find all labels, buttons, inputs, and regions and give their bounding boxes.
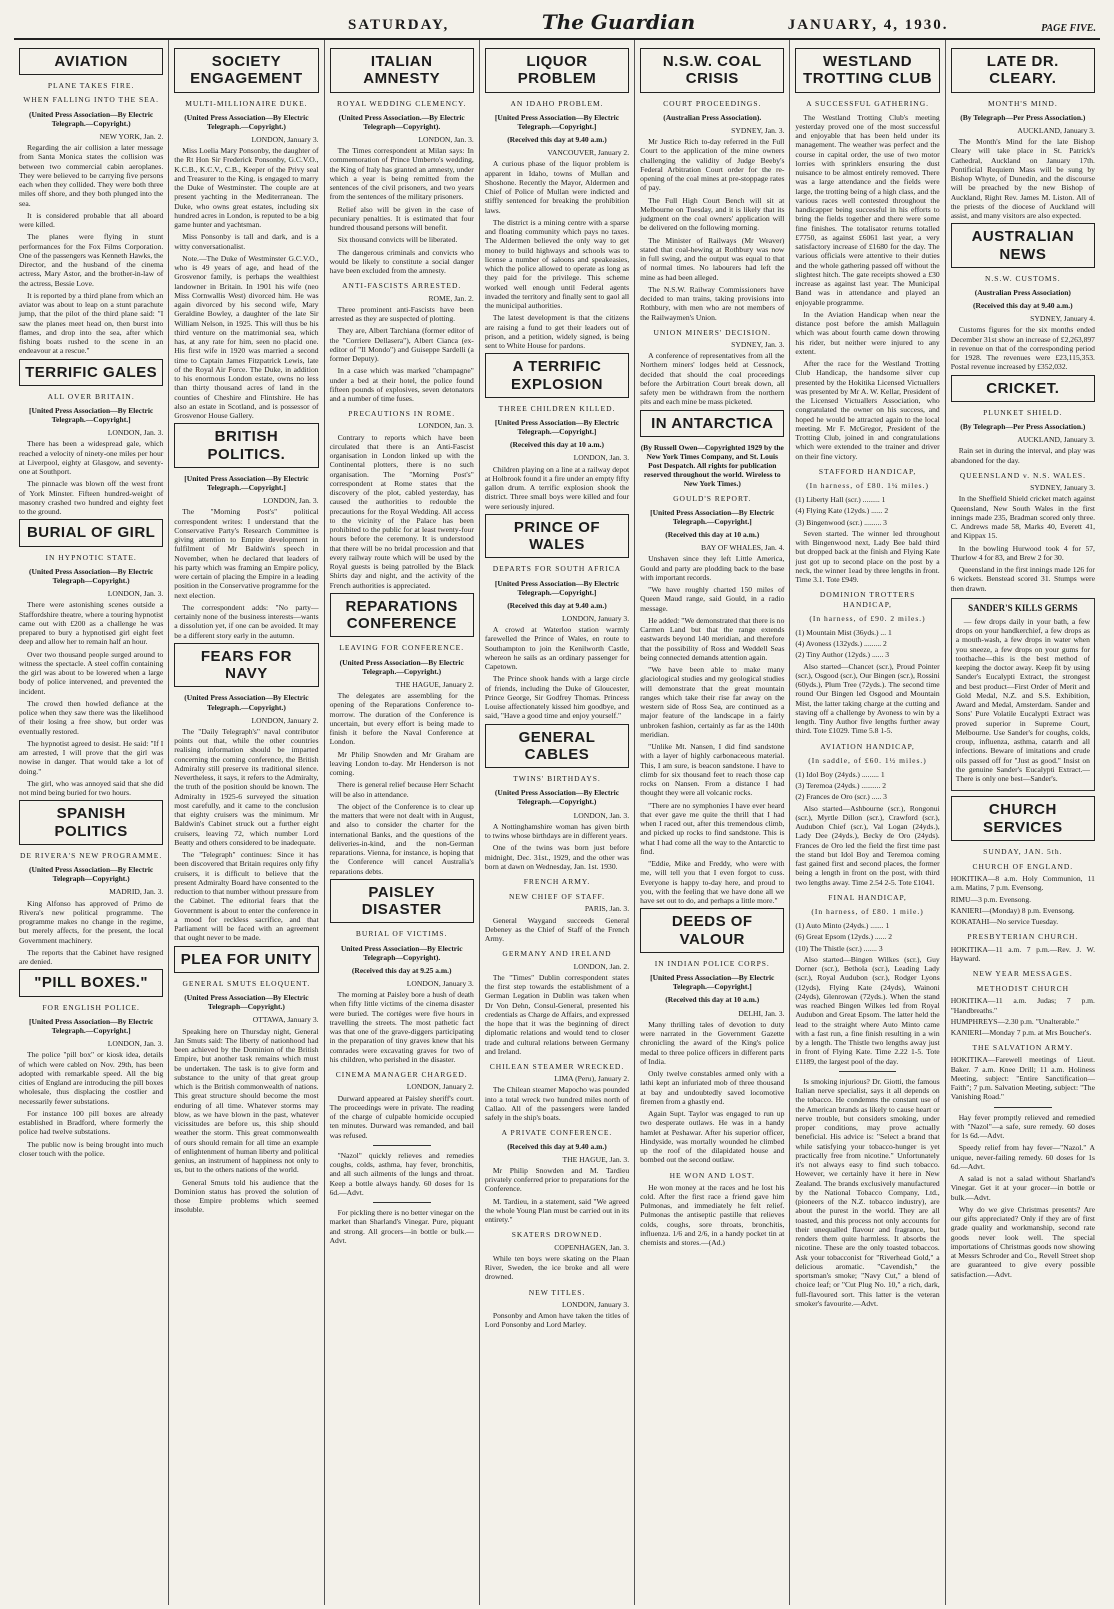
- paragraph: "We have roughly charted 150 miles of Queen Maud range, said Gould, in a radio message.: [640, 585, 785, 613]
- race-result: (4) Avoness (132yds.) ......... 2: [795, 639, 887, 649]
- wire-credit: [United Press Association—By Electric Telegraph.—Copyright.]: [29, 405, 154, 425]
- column-3: [325, 40, 480, 1605]
- paragraph: It is reported by a third plane from which an aviator was about to leap on a stunt parachute jump, that the pilot of the third plane said: "I saw the planes meet head on, then burst into flames, and drop into the sea, after which fishing boats rushed to the scene in an endeavour at a rescue.": [19, 290, 164, 356]
- subhead: THREE CHILDREN KILLED.: [498, 403, 616, 413]
- dateline: SYDNEY, January 4.: [1030, 314, 1095, 324]
- subhead: MULTI-MILLIONAIRE DUKE.: [185, 98, 308, 108]
- paragraph: General Waygand succeeds General Debeney as the Chief of Staff of the French Army.: [484, 915, 630, 944]
- paragraph: General Smuts told his audience that the Dominion status has proved the solution of those Empire problems which seemed insoluble.: [174, 1177, 319, 1215]
- subhead: LEAVING FOR CONFERENCE.: [339, 643, 465, 653]
- wire-credit: (United Press Association—By Electric Telegraph—Copyright.): [29, 566, 154, 586]
- dateline: OTTAWA, January 3.: [252, 1015, 319, 1025]
- wire-credit: (United Press Association—By Electric Telegraph—Copyright.): [184, 993, 309, 1012]
- race-conditions: (In harness, of £90. 2 miles.): [809, 613, 926, 623]
- paragraph: In the Aviation Handicap when near the distance post before the amish Mallaguin which was about fourth came down throwing his rider, but neither were injured to any extent.: [795, 309, 940, 356]
- wire-credit: (United Press Association—By Electric Telegraph.—Copyright.): [29, 109, 154, 128]
- paragraph: They are, Albert Tarchiana (former editor of the "Corriere Dellasera"), Albert Cianca (ex-editor of "Il Mondo") and Guiseppe Sardelli (a former Deputy).: [329, 326, 474, 364]
- dateline: LONDON, Jan. 3.: [107, 428, 164, 438]
- dateline: LONDON, January 3.: [562, 1299, 630, 1309]
- paragraph: For instance 100 pill boxes are already established in Bradford, where formerly the police had twelve substations.: [19, 1108, 164, 1137]
- paragraph: The "Daily Telegraph's" naval contributor points out that, while the other countries realising information should be imparted concerning the coming conference, the British Admiralty still preserve its traditional silence. Nevertheless, it says, it refers to the Admiralty, the truth of the position should be known. The Admiralty in 1925-6 surveyed the situation most carefully, and it came to the conclusion that eighty cruisers was the minimum. Mr Baldwin's Cabinet struck out a further eight cruisers, leaving 72, which number Lord Beatty and others considered to be inadequate.: [174, 726, 319, 847]
- headline-westland-trotting-club: WESTLAND TROTTING CLUB: [795, 48, 939, 93]
- race-title: AVIATION HANDICAP,: [820, 741, 915, 751]
- dateline: AUCKLAND, January 3.: [1017, 435, 1095, 445]
- section-subhead: ANTI-FASCISTS ARRESTED.: [342, 281, 462, 291]
- received-time: (Received this day at 9.40 a.m.): [507, 600, 607, 610]
- paragraph: The "Telegraph" continues: Since it has been discovered that Britain requires only fifty cruisers, it is difficult to believe that the present Admiralty Board have consented to the reduction to that number without pressure from the Cabinet. The editorial fears that the Government is about to enter the conference in a mood for reckless sacrifice, and that Parliament will be faced with an agreement that ought never to be made.: [174, 850, 319, 943]
- column-6: [790, 40, 945, 1605]
- dateline: LONDON, Jan. 2.: [573, 961, 630, 971]
- advertisement-text: Speedy relief from hay fever—"Nazol." A unique, never-failing remedy. 60 doses for 1s 6d.—Advt.: [950, 1143, 1095, 1171]
- subhead: FOR ENGLISH POLICE.: [42, 1002, 140, 1012]
- paragraph: "Eddie, Mike and Freddy, who were with me, will tell you that I even forgot to cuss. Everyone is happy to-day here, and proud to you, with the feeling that we have done all we have set out to do, and perhaps a little more.": [640, 859, 785, 906]
- received-time: (Received this day at 9.40 a.m.): [973, 301, 1073, 311]
- dateline: LONDON, January 3.: [251, 134, 319, 144]
- race-result: (4) Flying Kate (12yds.) ...... 2: [795, 506, 889, 516]
- paragraph: The dangerous criminals and convicts who would be likely to constitute a social danger have been excluded from the amnesty.: [329, 247, 474, 276]
- advertisement-heading: SANDER'S KILLS GERMS: [968, 602, 1078, 613]
- divider: [994, 1107, 1052, 1108]
- race-result: (6) Great Epsom (12yds.) ...... 2: [795, 932, 892, 942]
- paragraph: Note.—The Duke of Westminster G.C.V.O., who is 49 years of age, and head of the Grosvenor family, is perhaps the wealthiest landowner in Britain. In 1901 his wife (neo Miss Cornwallis West) divorced him. He was again divorced by his second wife, Mary Geraldine Bowley, a daughter of the late Sir William Nelson, in 1925. This will thus be his third venture on the matrimonial sea, which has, at any rate for him, seen no placid one. His first wife in 1920 was married a second time to Captain James Fitzpatrick Lewis, late of the Royal Air Force. The Duke, in addition to his enormous London estate, owns no less than thirty thousand acres of land in the counties of Cheshire and Flintshire. He has also an estate in Scotland, and is possessor of Grosvenor House Gallery.: [174, 253, 319, 421]
- paragraph: Rain set in during the interval, and play was abandoned for the day.: [950, 446, 1095, 465]
- wire-credit: (Australian Press Association): [974, 287, 1071, 297]
- subhead: BURIAL OF VICTIMS.: [355, 929, 448, 939]
- paragraph: Queensland in the first innings made 126 for 6 wickets. Benstead scored 31. Stumps were then drawn.: [950, 565, 1095, 593]
- subhead: DEPARTS FOR SOUTH AFRICA: [492, 564, 622, 574]
- headline-plea-for-unity: PLEA FOR UNITY: [174, 946, 318, 973]
- paragraph: "We have been able to make many glaciological studies and my geological studies will demonstrate that the great mountain ranges which take their rise far away on the western side of Ross Sea, are continued as a major feature of the landscape in a fairly unbroken fashion, certainly as far as the 140th meridian.: [640, 665, 785, 739]
- dateline: SYDNEY, Jan. 3.: [731, 339, 785, 349]
- subhead: IN INDIAN POLICE CORPS.: [654, 958, 770, 968]
- headline-society-engagement: SOCIETY ENGAGEMENT: [174, 48, 318, 93]
- subhead: SUNDAY, JAN. 5th.: [983, 846, 1063, 856]
- column-1: [14, 40, 169, 1605]
- subhead: IN HYPNOTIC STATE.: [45, 552, 137, 562]
- divider: [839, 1071, 897, 1072]
- advertisement-heading: HE WON AND LOST.: [669, 1170, 755, 1180]
- sanders-advertisement: [951, 598, 1095, 791]
- paragraph: "Unlike Mt. Nansen, I did find sandstone with a layer of highly carbonaceous material. This, I am sure, is beacon sandstone. I have to climb for six thousand feet to reach those cap rocks on Nansen. From a distance I had thought they were all volcanic rocks.: [640, 742, 785, 798]
- headline-prince-of-wales: PRINCE OF WALES: [485, 514, 629, 559]
- paragraph: Ponsonby and Amon have taken the titles of Lord Ponsonby and Lord Marley.: [484, 1310, 630, 1330]
- dateline: THE HAGUE, January 2.: [395, 679, 474, 689]
- wire-credit: United Press Association—By Electric Telegraph—Copyright).: [340, 943, 463, 962]
- race-conditions: (In saddle, of £60. 1½ miles.): [808, 755, 927, 765]
- denomination-heading: PRESBYTERIAN CHURCH.: [967, 932, 1079, 942]
- dateline: PARIS, Jan. 3.: [584, 904, 630, 914]
- paragraph: The correspondent adds: "No party—certainly none of the business interests—wants a dissolution yet, if one can be avoided. It may be a different story early in the autumn.: [174, 602, 319, 640]
- subhead: N.S.W. CUSTOMS.: [985, 273, 1061, 283]
- paragraph: Over two thousand people surged around to witness the spectacle. A steel coffin containing the girl was about to be lowered when a large body of police intervened, and prevented the incident.: [19, 649, 164, 696]
- headline-gales: TERRIFIC GALES: [19, 359, 163, 386]
- headline-terrific-explosion: A TERRIFIC EXPLOSION: [485, 353, 629, 398]
- headline-nsw-coal-crisis: N.S.W. COAL CRISIS: [640, 48, 784, 93]
- dateline: NEW YORK, Jan. 2.: [99, 131, 164, 141]
- column-5: [635, 40, 790, 1605]
- paragraph: The Month's Mind for the late Bishop Cleary will take place in St. Patrick's Cathedral, Auckland on January 17th. Pontificial Requiem Mass will be sung by Bishop Whyte, of Dunedin, and the discourse will be preached by the new Bishop of Auckland, Right Rev. James M. Liston. All of the priests of the diocese of Auckland will assist, and many visitors are also expected.: [950, 137, 1095, 221]
- paragraph: The latest development is that the citizens are raising a fund to get their leaders out of prison, and a petition, widely signed, is being sent to White House for pardons.: [484, 313, 630, 351]
- headline-british-politics: BRITISH POLITICS.: [174, 423, 318, 468]
- dateline: LIMA (Peru), January 2.: [554, 1074, 630, 1084]
- wire-credit: (United Press Association—By Electric Telegraph.—Copyright.): [184, 112, 309, 131]
- paragraph: Also started—Bingen Wilkes (scr.), Guy Dorner (scr.), Bethola (scr.), Leading Lady (scr.), Royal Audubon (scr.), Rodger Lyons (12yds), Flying Kate (24yds), Wainoni (24yds), Glenrowan (72yds.). When the stand was reached Bingen Wilkes led from Royal Audubon and Great Epsom. The latter held the lead to the straight where Auto Minto came with a fast run, a fine finish resulting in a win by a length. The Thistle two lengths away just in front of Flying Kate. Time 2.22 1-5. Tote £1189, the largest pool of the day.: [795, 954, 940, 1066]
- paragraph: Durward appeared at Paisley sheriff's court. The proceedings were in private. The reading of the charge of culpable homicide occupied ten minutes. Durward was remanded, and bail was refused.: [329, 1093, 474, 1140]
- service-entry: HOKITIKA—Farewell meetings of Lieut. Baker. 7 a.m. Knee Drill; 11 a.m. Holiness Meeting, subject: "Entire Sanctification—Faith"; 7 p.m. Salvation Meeting, subject: "The Vanishing Road.": [950, 1055, 1095, 1102]
- dateline: LONDON, Jan. 3.: [573, 810, 630, 820]
- advertisement-text: "Nazol" quickly relieves and remedies coughs, colds, asthma, hay fever, bronchitis, and all such ailments of the lungs and throat. Keep a bottle always handy. 60 doses for 1s 6d.—Advt.: [329, 1150, 474, 1197]
- paragraph: The district is a mining centre with a sparse and floating community which pays no taxes. The Aldermen believed the only way to get money to build highways and schools was to license a number of saloons and speakeasies, which the police allowed to operate as long as they paid for the privilege. This scheme worked well enough until Federal agents invaded the territory and finally sent to gaol all the municipal authorities.: [484, 217, 630, 311]
- paragraph: King Alfonso has approved of Primo de Rivera's new political programme. The programme makes no change in the regime, but merely affects, for the present, the local Government machinery.: [19, 898, 164, 945]
- headline-reparations-conference: REPARATIONS CONFERENCE: [330, 593, 474, 638]
- paragraph: The crowd then howled defiance at the police when they saw there was the likelihood of their losing a free show, but order was eventually restored.: [19, 698, 164, 736]
- paragraph: Relief also will be given in the case of pecuniary penalties. It is estimated that four hundred thousand persons will benefit.: [329, 204, 474, 233]
- subhead: ALL OVER BRITAIN.: [47, 391, 135, 401]
- paragraph: The "Times" Dublin correspondent states the first step towards the establishment of a German Legation in Dublin was taken when Dr Von Dehn, Consul-General, presented his credentials as Charge de Affairs, and expressed the hope that it was the beginning of direct diplomatic relations and would tend to closer trade and cultural relations between Germany and Ireland.: [484, 972, 630, 1056]
- paragraph: The Minister of Railways (Mr Weaver) stated that coal-hewing at Rothbury was now in full swing, and the output was equal to that of normal times. No labourers had left the mine as had been alleged.: [640, 235, 785, 282]
- wire-credit: (United Press Association—By Electric Telegraph.—Copyright.): [339, 657, 464, 676]
- service-entry: KOKATAHI—No service Tuesday.: [950, 917, 1059, 927]
- headline-deeds-of-valour: DEEDS OF VALOUR: [640, 908, 784, 953]
- paragraph: Regarding the air collision a later message from Santa Monica states the collision was between two commercial cabin aeroplanes. They were believed to be carrying five persons each when they collided. They were both three miles off shore, and they both plunged into the sea.: [19, 143, 164, 208]
- paragraph: The N.S.W. Railway Commissioners have decided to man trains, taking provisions into Rothbury, with men who are not members of the Railwaymen's Union.: [640, 284, 785, 322]
- headline-fears-for-navy: FEARS FOR NAVY: [174, 643, 318, 688]
- advertisement-text: Why do we give Christmas presents? Are our gifts appreciated? Only if they are of first grade quality and workmanship, second rate goods never look well. The special importations of Christmas goods now showing at Messrs Schroder and Co., Revell Street shop are guaranteed to give every possible satisfaction.—Advt.: [950, 1204, 1095, 1279]
- dateline: LONDON, January 2.: [251, 715, 319, 725]
- paragraph: While ten boys were skating on the Plaan River, Sweden, the ice broke and all were drowned.: [484, 1253, 630, 1282]
- paragraph: There were astonishing scenes outside a Staffordshire theatre, where a touring hypnotist came out with £200 as a challenge he was prepared to bury a hypnotised girl eight feet deep and allow her to remain half an hour.: [19, 600, 164, 647]
- paragraph: The girl, who was annoyed said that she did not mind being buried for two hours.: [19, 778, 164, 798]
- dateline: LONDON, Jan. 3.: [573, 453, 630, 463]
- dateline: BAY OF WHALES, Jan. 4.: [700, 543, 785, 553]
- columns: [14, 40, 1100, 1605]
- paragraph: The Westland Trotting Club's meeting yesterday proved one of the most successful and enjoyable that has been held under its management. The weather was perfect and the course in capital order, the use of two motor lorries with sprinklers ensuring the dust nuisance to be almost entirely removed. There was a large attendance and the fields were large, the trotting being of a high class, and the various races well contested throughout the handicapper being successful in his efforts to bring the fields together and there were some fine finishes. The totalisator returns totalled £7750, as against £6061 last year, a very satisfactory increase of £1680 for the day. The various officials were attentive to their duties and the whole gathering passed off without the slightest hitch. The gate receipts showed a £30 increase as against last year. The Municipal Band was in attendance and played an enjoyable programme.: [795, 112, 940, 307]
- advertisement-text: Is smoking injurious? Dr. Giotti, the famous Italian nerve specialist, says it all depends on the tobacco. He condemns the constant use of the American brands as likely to cause heart or nerve trouble, but considers smoking, under proper conditions, may prove actually beneficial. His advice is: "Select a brand that while satisfying your tobacco-hunger is yet practically free from nicotine." Unfortunately it's not always easy to find such tobacco. However, we certainly have it here in New Zealand. The brands exclusively manufactured by the National Tobacco Company, Ltd., (pioneers of the N.Z. tobacco industry), are about the purest in the world. They are all toasted, and this process not only accounts for their unequalled flavour and fragrance, but renders them quite harmless. It absorbs the nicotine. These are the only toasted tobaccos. Ask your tobacconist for "Riverhead Gold," a delicious aromatic. "Cavendish," the sportsman's smoke; "Navy Cut," a blend of choice leaf; or "Cut Plug No. 10," a rich, dark, full-flavoured sort. This latter is the veteran smoker's favourite.—Advt.: [795, 1076, 940, 1308]
- race-result: (1) Mountain Mist (36yds.) ... 1: [795, 627, 892, 637]
- headline-in-antarctica: IN ANTARCTICA: [640, 410, 784, 437]
- section-subhead: A PRIVATE CONFERENCE.: [501, 1128, 613, 1138]
- race-result: (1) Idol Boy (24yds.) ......... 1: [795, 769, 885, 779]
- paragraph: Mr Philip Snowden and Mr Graham are leaving London to-day. Mr Henderson is not coming.: [329, 749, 474, 778]
- race-result: (3) Teremoa (24yds.) .......... 2: [795, 781, 887, 791]
- headline-italian-amnesty: ITALIAN AMNESTY: [330, 48, 474, 93]
- service-entry: RIMU—3 p.m. Evensong.: [950, 894, 1032, 904]
- dateline: SYDNEY, January 3.: [1030, 483, 1095, 493]
- headline-liquor-problem: LIQUOR PROBLEM: [485, 48, 629, 93]
- paragraph: Unshaven since they left Little America, Gould and party are plodding back to the base with important records.: [640, 554, 785, 582]
- section-subhead: NEW CHIEF OF STAFF.: [508, 892, 605, 902]
- headline-aviation: AVIATION: [19, 48, 163, 75]
- received-time: (Received this day at 9.40 a.m.): [507, 134, 607, 144]
- paragraph: There has been a widespread gale, which reached a velocity of ninety-one miles per hour at Liverpool, eighty at Glasgow, and seventy-one at Southport.: [19, 439, 164, 477]
- section-subhead: FRENCH ARMY.: [523, 877, 591, 887]
- dateline: LONDON, January 3.: [406, 978, 474, 988]
- paragraph: A Nottinghamshire woman has given birth to twins whose birthdays are in different years.: [484, 821, 630, 841]
- wire-credit: [United Press Association—By Electric Telegraph.—Copyright.]: [650, 507, 775, 526]
- masthead-page-number: PAGE FIVE.: [1041, 23, 1096, 34]
- column-2: [169, 40, 324, 1605]
- race-conditions: (In harness, of £80. 1 mile.): [811, 907, 924, 917]
- dateline: COPENHAGEN, Jan. 3.: [554, 1242, 630, 1252]
- paragraph: Again Supt. Taylor was engaged to run up two desperate outlaws. He was in a handy hamlet at Peshawar. After his superior officer, Hindyside, was mortally wounded he climbed up the roof of the dilapidated house and bombed out the second outlaw.: [640, 1109, 785, 1165]
- wire-credit: [United Press Association—By Electric Telegraph.—Copyright.]: [494, 112, 620, 131]
- masthead: [14, 0, 1100, 40]
- wire-credit: (By Telegraph—Per Press Association.): [960, 422, 1086, 432]
- masthead-day: SATURDAY,: [348, 17, 450, 33]
- dateline: LONDON, Jan. 3.: [418, 421, 474, 431]
- subhead: PLANE TAKES FIRE.: [47, 81, 135, 91]
- paragraph: The reports that the Cabinet have resigned are denied.: [19, 947, 164, 967]
- paragraph: A crowd at Waterloo station warmly farewelled the Prince of Wales, en route to Southampton to join the Kenilworth Castle, whereon he sails as an ordinary passenger for Capetown.: [484, 625, 630, 672]
- masthead-paper-name: The Guardian: [541, 10, 696, 34]
- service-entry: KANIERI—(Monday) 8 p.m. Evensong.: [950, 905, 1075, 915]
- subhead: DE RIVERA'S NEW PROGRAMME.: [20, 850, 163, 860]
- paragraph: In a case which was marked "champagne" under a bed at their hotel, the police found fifteen pounds of explosives, seven detonators and a number of time fuses.: [329, 366, 474, 404]
- headline-australian-news: AUSTRALIAN NEWS: [951, 223, 1095, 268]
- section-subhead: NEW TITLES.: [528, 1287, 586, 1297]
- wire-credit: (By Russell Owen—Copyrighted 1929 by the New York Times Company, and St. Louis Post Despatch. All rights for publication reserved throughout the world. Wireless to New York Times.): [640, 442, 784, 489]
- dateline: LONDON, Jan. 3.: [107, 589, 164, 599]
- race-result: (10) The Thistle (scr.) ....... 3: [795, 943, 883, 953]
- wire-credit: [United Press Association—By Electric Telegraph.—Copyright.]: [29, 1016, 154, 1035]
- paragraph: In the Sheffield Shield cricket match against Queensland, New South Wales in the first innings made 235, Bradman scored only three. C. Andrews made 58, Marks 40, Everett 41, and Kippax 15.: [950, 494, 1095, 541]
- headline-pill-boxes: "PILL BOXES.": [19, 969, 163, 996]
- subhead: GOULD'S REPORT.: [673, 493, 752, 503]
- section-subhead: QUEENSLAND v. N.S. WALES.: [959, 470, 1086, 480]
- paragraph: Mr Justice Rich to-day referred in the Full Court to the application of the mine owners challenging the validity of Judge Beeby's Federal Arbitration Court order for the re-opening of the coal mines at pre-stoppage rates of pay.: [640, 137, 785, 193]
- paragraph: Speaking here on Thursday night, General Jan Smuts said: The liberty of nationhood had been achieved by the Dominion of the British Empire, but another task remains which must be undertaken. The task is to give form and substance to the unity of that great group which is the British commonwealth of nations. This great structure should become the most enduring of all time. Whatever storms may blow, as we have blown in the past, whatever vicissitudes are before us, this ship should weather the storm. This great commonwealth of ours should remain for all time an example of enlightenment of human liberty and political genius, an instrument of happiness not only to us, but to the others nations of the world.: [174, 1026, 319, 1175]
- advertisement-text: He won money at the races and he lost his cold. After the first race a friend gave him Pulmonas, and immediately he felt relief. Pulmonas the antiseptic pastille that relieves colds, coughs, sore throats, bronchitis, influenza. 1/6 and 2/6, in a handy pocket tin at chemists and stores.—(Ad.): [640, 1182, 785, 1248]
- section-subhead: CHILEAN STEAMER WRECKED.: [489, 1062, 625, 1072]
- paragraph: Miss Ponsonby is tall and dark, and is a witty conversationalist.: [174, 232, 319, 251]
- received-time: (Received this day at 10 a.m.): [665, 530, 760, 540]
- wire-credit: [United Press Association—By Electric Telegraph.—Copyright.]: [494, 417, 620, 437]
- wire-credit: [United Press Association—By Electric Telegraph.—Copyright.]: [184, 473, 309, 493]
- subhead: PLUNKET SHIELD.: [983, 407, 1063, 417]
- dateline: VANCOUVER, January 2.: [547, 148, 630, 158]
- received-time: (Received this day at 10 a.m.): [510, 440, 604, 450]
- dateline: AUCKLAND, January 3.: [1017, 125, 1095, 135]
- headline-burial-of-girl: BURIAL OF GIRL: [19, 519, 163, 546]
- paragraph: The Prince shook hands with a large circle of friends, including the Duke of Gloucester, Prince George, Sir Godfrey Thomas. Princess Louise affectionately kissed him goodbye, and said, "Have a good time and enjoy yourself.": [484, 674, 630, 721]
- denomination-heading: METHODIST CHURCH: [976, 984, 1069, 994]
- received-time: (Received this day at 9.25 a.m.): [351, 965, 452, 975]
- wire-credit: (Australian Press Association).: [663, 112, 762, 122]
- paragraph: He added: "We demonstrated that there is no Carmen Land but that the range extends eastwards beyond 140 meridian, and therefore that the possibility of Ross and Weddell Seas being connected demands attention again.: [640, 615, 785, 662]
- headline-cricket: CRICKET.: [951, 375, 1095, 402]
- received-time: (Received this day at 9.40 a.m.): [507, 1141, 607, 1151]
- paragraph: The Times correspondent at Milan says: In commemoration of Prince Umberto's wedding, the King of Italy has granted an amnesty, under which a year is being remitted from the sentences of the civil prisoners, and two years from the sentences of the military prisoners.: [329, 146, 474, 202]
- paragraph: The pinnacle was blown off the west front of York Minster. Fifteen hundred-weight of masonry crashed two hundred and eighty feet to the ground.: [19, 479, 164, 517]
- wire-credit: (By Telegraph—Per Press Association.): [960, 112, 1086, 122]
- paragraph: After the race for the Westland Trotting Club Handicap, the handsome silver cup presented by the Hokitika Licensed Victuallers was presented by Mr A. W. Kellar, President of the Licensed Victuallers Association, who congratulated the owner on his success, and hoped he would be attracted again to the local meeting. Mr F. McGregor, President of the Trotting Club, joined in and congratulations which were extended to the trainer and driver on their fine victory.: [795, 359, 940, 461]
- service-entry: HOKITIKA—11 a.m. Judas; 7 p.m. "Handbreaths.": [950, 996, 1095, 1015]
- paragraph: The Full High Court Bench will sit at Melbourne on Tuesday, and it is likely that its judgment on the coal owners' application will be delivered on the following morning.: [640, 195, 785, 233]
- section-subhead: SKATERS DROWNED.: [511, 1230, 603, 1240]
- dateline: LONDON, Jan. 3.: [263, 496, 319, 506]
- section-subhead: CINEMA MANAGER CHARGED.: [335, 1070, 468, 1080]
- subhead: WHEN FALLING INTO THE SEA.: [23, 95, 160, 105]
- paragraph: Also started—Ashbourne (scr.), Rongonui (scr.), Myrtle Dillon (scr.), Crawford (scr.), Audubon Chief (scr.), Val Logan (24yds.), Lady Dee (24yds.), Becky de Oro (24yds). Frances de Oro led the field the first time past the stand but Idol Boy and Teremoa coming fast gained first and second places, the former being a length in front on the post, with third two lengths away. Time 2.54 2-5. Tote £1041.: [795, 803, 940, 887]
- advertisement-text: For pickling there is no better vinegar on the market than Sharland's Vinegar. Pure, piquant and strong. All grocers—in bottle or bulk.—Advt.: [329, 1208, 474, 1245]
- paragraph: The hypnotist agreed to desist. He said: "If I am arrested, I will prove that the girl was nowise in danger. That would take a lot of doing.": [19, 738, 164, 776]
- denomination-heading: THE SALVATION ARMY.: [972, 1043, 1074, 1053]
- service-entry: HUMPHREYS—2.30 p.m. "Unalterable.": [950, 1016, 1080, 1026]
- advertisement-text: — few drops daily in your bath, a few drops on your handkerchief, a few drops as a mouth-wash, a few drops in water when you sneeze, a few drops on your gums for toothache—this is the best method of keeping the doctor away. Keep fit by using Sander's Eucalypti Extract, the strongest and best product—First Order of Merit and Gold Medal, N.Z. and S.S. Exhibition, Award and Medal, Amsterdam. Sander and Sons' Pure Volatile Eucalypti Extract was proved superior in Supreme Court, Melbourne. Use Sander's for coughs, colds, croup, influenza, asthma, catarrh and all infections. Beware of imitations and crude oils passed off for "Just as good." Insist on the genuine Sander's Eucalypti Extract.—There is only one best—Sander's.: [955, 616, 1090, 784]
- race-conditions: (In harness, of £80. 1¼ miles.): [806, 481, 929, 491]
- subhead: COURT PROCEEDINGS.: [663, 98, 762, 108]
- paragraph: "There are no symphonies I have ever heard that ever gave me quite the thrill that I had when I raced out, after this tremendous climb, and picked up rocks to find sandstone. This is what I had come all the way to the Antarctic to find.: [640, 800, 785, 856]
- paragraph: A curious phase of the liquor problem is apparent in Idaho, towns of Mullan and Shoshone. Recently the Mayor, Aldermen and Chief of Police of Mullan were indicted and stiffly sentenced for breaking the prohibition laws.: [484, 159, 630, 215]
- paragraph: Also started—Chancet (scr.), Proud Pointer (scr.), Osgood (scr.), Our Bingen (scr.), Rossini (60yds.), Plum Tree (72yds.). The second time round Our Bingen led Osgood and Mountain Mist, the latter taking charge at the cutting and staving off a challenge by Avoness to win by a length. Tiny Author five lengths further away third. Tote £1029. Time 5.8 1-5.: [795, 661, 940, 736]
- wire-credit: (United Press Association—By Electric Telegraph.—Copyright.): [494, 788, 620, 807]
- headline-late-dr-cleary: LATE DR. CLEARY.: [951, 48, 1095, 93]
- paragraph: Only twelve constables armed only with a lathi kept an infuriated mob of three thousand at bay and undoubtedly saved locomotive firemen from a ghastly end.: [640, 1069, 785, 1106]
- service-entry: HOKITIKA—11 a.m. 7 p.m.—Rev. J. W. Hayward.: [950, 944, 1095, 963]
- paragraph: One of the twins was born just before midnight, Dec. 31st., 1929, and the other was born at dawn on Wednesday, Jan. 1st. 1930.: [484, 843, 630, 871]
- dateline: THE HAGUE, Jan. 3.: [562, 1154, 630, 1164]
- paragraph: Seven started. The winner led throughout with Bingenwood next, Lady Bee bald third but dropped back at the finish and Flying Kate just got up to second place on the post by a neck, the winner 1ead by three lengths in front. Time 3.1. Tote £949.: [795, 528, 940, 585]
- denomination-heading: CHURCH OF ENGLAND.: [972, 861, 1074, 871]
- masthead-date: JANUARY, 4, 1930.: [787, 17, 949, 33]
- race-result: (3) Bingenwood (scr.) ......... 3: [795, 517, 887, 527]
- headline-paisley-disaster: PAISLEY DISASTER: [330, 879, 474, 924]
- paragraph: The object of the Conference is to clear up the matters that were not dealt with in August, and also to consider the charter for the international Banks, and the questions of the deliveries-in-kind, and the non-German reparations. Vienna, for instance, is hoping that the Conference will cancel Australia's reparations debts.: [329, 801, 474, 876]
- race-title: FINAL HANDICAP,: [828, 892, 907, 902]
- race-result: (1) Auto Minto (24yds.) ....... 1: [795, 921, 890, 931]
- race-result: (2) Frances de Oro (scr.) ..... 3: [795, 792, 887, 802]
- dateline: DELHI, Jan. 3.: [738, 1008, 785, 1018]
- divider: [373, 1202, 431, 1203]
- headline-general-cables: GENERAL CABLES: [485, 724, 629, 769]
- paragraph: Mr Philip Snowden and M. Tardieu privately conferred prior to preparations for the Conference.: [484, 1165, 630, 1194]
- subhead: TWINS' BIRTHDAYS.: [513, 774, 601, 784]
- column-7: [946, 40, 1100, 1605]
- dateline: LONDON, Jan. 3.: [418, 134, 474, 144]
- paragraph: Miss Loelia Mary Ponsonby, the daughter of the Rt Hon Sir Frederick Ponsonby, G.C.V.O., K.C.B., K.C.V., C.B., Keeper of the Privy seal and Treasurer to the King, is engaged to marry the Duke of Westminster. The couple are at present yachting in the Mediterranean. The Duke, who owns great estates, including six hundred acres in London, is reputed to be a big game hunter and yachtsman.: [174, 146, 319, 230]
- service-entry: KANIERI—Monday 7 p.m. at Mrs Boucher's.: [950, 1028, 1092, 1038]
- paragraph: Children playing on a line at a railway depot at Holbrook found it a fire under an empty fifty gallon drum. A terrific explosion shook the district. Three small boys were killed and four were seriously injured.: [484, 464, 630, 511]
- headline-spanish-politics: SPANISH POLITICS: [19, 800, 163, 845]
- subhead: GENERAL SMUTS ELOQUENT.: [182, 978, 311, 988]
- paragraph: The public now is being brought into much closer touch with the police.: [19, 1139, 164, 1158]
- wire-credit: [United Press Association—By Electric Telegraph.—Copyright.]: [650, 973, 775, 992]
- dateline: ROME, Jan. 2.: [428, 293, 474, 303]
- paragraph: In the bowling Hurwood took 4 for 57, Thurlow 4 for 83, and Brew 2 for 30.: [950, 543, 1095, 562]
- dateline: SYDNEY, Jan. 3.: [731, 125, 785, 135]
- paragraph: Three prominent anti-Fascists have been arrested as they are suspected of plotting.: [329, 304, 474, 324]
- paragraph: A conference of representatives from all the Northern miners' lodges held at Cessnock, decided that should the coal proceedings before the Arbitration Court break down, all safety men be withdrawn from the northern pits and each mine be mass picketed.: [640, 351, 785, 407]
- paragraph: M. Tardieu, in a statement, said "We agreed the whole Young Plan must be carried out in its entirety.": [484, 1196, 630, 1225]
- service-subject: NEW YEAR MESSAGES.: [972, 969, 1073, 979]
- dateline: LONDON, January 2.: [406, 1082, 474, 1092]
- paragraph: The police "pill box" or kiosk idea, details of which were cabled on Nov. 29th, has been adopted with remarkable speed. All the big cities of England are introducing the pill boxes wholesale, thus displacing the costlier and necessarily fewer substations.: [19, 1050, 164, 1106]
- dateline: LONDON, January 3.: [562, 613, 630, 623]
- dateline: LONDON, Jan. 3.: [107, 1039, 164, 1048]
- section-subhead: UNION MINERS' DECISION.: [653, 327, 771, 337]
- advertisement-text: Hay fever promptly relieved and remedied with "Nazol"—a safe, sure remedy. 60 doses for 1s 6d.—Advt.: [950, 1112, 1095, 1141]
- race-result: (2) Tiny Author (12yds.) ...... 3: [795, 650, 890, 660]
- dateline: MADRID, Jan. 3.: [109, 887, 164, 897]
- paragraph: The planes were flying in stunt performances for the Fox Films Corporation. One of the passengers was Kenneth Hawks, the Director, and the husband of the cinema actress, Mary Astor, and the brother-in-law of the actress, Bessie Love.: [19, 232, 164, 288]
- race-title: STAFFORD HANDICAP,: [818, 466, 917, 476]
- paragraph: The Chilean steamer Mapocho was pounded into a total wreck two hundred miles north of Callao. All of the passengers were landed safely in the ship's boats.: [484, 1085, 630, 1123]
- paragraph: It is considered probable that all aboard were killed.: [19, 210, 164, 230]
- paragraph: The delegates are assembling for the opening of the Reparations Conference to-morrow. The duration of the Conference is uncertain, but every effort is being made to finish it before the Naval Conference at London.: [329, 691, 474, 747]
- advertisement-text: A salad is not a salad without Sharland's Vinegar. Get it at your grocer—in bottle or bulk.—Advt.: [950, 1174, 1095, 1202]
- subhead: MONTH'S MIND.: [987, 98, 1058, 108]
- paragraph: Customs figures for the six months ended December 31st show an increase of £2,263,897 in revenue on that of the corresponding period for 1928. The revenues were £23,115,353. Postal revenue increased by £352,032.: [950, 325, 1095, 372]
- wire-credit: (United Press Association—By Electric Telegraph.—Copyright.): [184, 693, 309, 712]
- column-4: [480, 40, 635, 1605]
- paragraph: There is general relief because Herr Schacht will be also in attendance.: [329, 780, 474, 799]
- paragraph: The morning at Paisley bore a hush of death when fifty little victims of the cinema disaster were buried. The cortèges were five hours in travelling the streets. The most pathetic fact was that one of the grave-diggers participating in the preparation of tiny graves knew that his comrades were excavating graves for two of his children, who perished in the disaster.: [329, 990, 474, 1064]
- paragraph: Many thrilling tales of devotion to duty were narrated in the Government Gazette chronicling the award of the King's police medal to three police officers in different parts of India.: [640, 1019, 785, 1066]
- section-subhead: PRECAUTIONS IN ROME.: [348, 409, 456, 419]
- service-entry: HOKITIKA—8 a.m. Holy Communion, 11 a.m. Matins, 7 p.m. Evensong.: [950, 874, 1095, 893]
- race-result: (1) Liberty Hall (scr.) ......... 1: [795, 495, 886, 505]
- paragraph: Six thousand convicts will be liberated.: [337, 235, 458, 245]
- wire-credit: (United Press Association—By Electric Telegraph—Copyright.): [29, 865, 154, 884]
- section-subhead: GERMANY AND IRELAND: [502, 949, 612, 959]
- wire-credit: (United Press Association.—By Electric Telegraph—Copyright).: [338, 112, 465, 131]
- race-title: DOMINION TROTTERS HANDICAP,: [819, 590, 916, 609]
- paragraph: Contrary to reports which have been circulated that there is an Anti-Fascist organisation in London linked up with the Continental plotters, there is no such organisation. The "Morning Post's" correspondent at Rome states that the discovery of the plot, cabled yesterday, has caused the authorities to redouble the precautions for the Royal Wedding. All access to the vicinity of the Palace has been prohibited to the public for at least twenty-four hours before the ceremony. It is understood that there will be no bridal procession and that every railway route which will be used by the Royal guests is being patrolled by the Black Shirts day and night, and the activity of the French authorities is appreciated.: [329, 432, 474, 590]
- received-time: (Received this day at 10 a.m.): [665, 995, 760, 1005]
- headline-church-services: CHURCH SERVICES: [951, 796, 1095, 841]
- divider: [373, 1145, 431, 1146]
- subhead: ROYAL WEDDING CLEMENCY.: [337, 98, 467, 108]
- subhead: AN IDAHO PROBLEM.: [510, 98, 604, 108]
- wire-credit: [United Press Association—By Electric Telegraph.—Copyright.]: [494, 578, 620, 597]
- paragraph: The "Morning Post's" political correspondent writes: I understand that the Conservative Party's Research Committee is giving attention to Empire development in fulfilment of Mr Baldwin's speech in November, when he declared that leaders of his party which was framing an Empire policy, were certain of placing the Empire in a leading position in the Conservative programme for the next election.: [174, 507, 319, 600]
- subhead: A SUCCESSFUL GATHERING.: [806, 98, 930, 108]
